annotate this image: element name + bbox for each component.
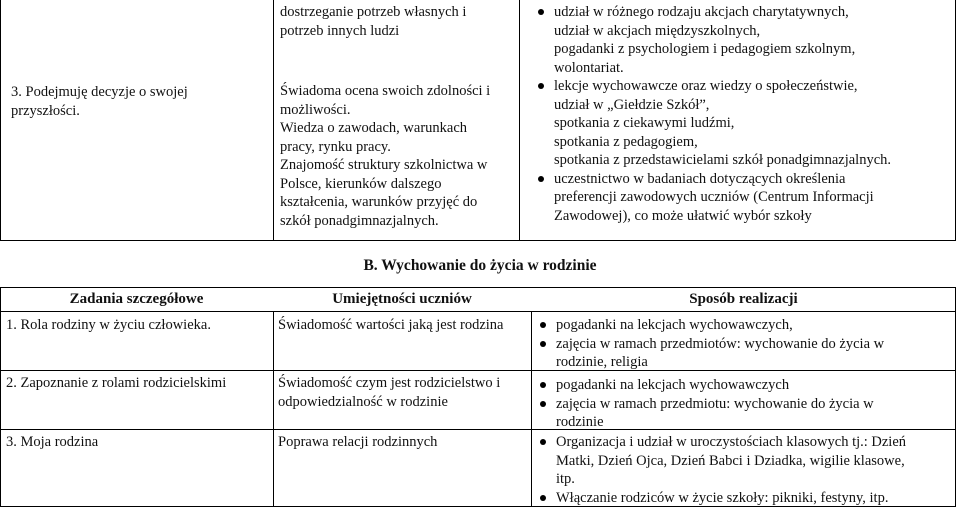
b-row3-method: Organizacja i udział w uroczystościach klasowych tj.: Dzień Matki, Dzień Ojca, Dzień Babci i Dziadka, wigilie klasowe, itp.	[534, 433, 954, 489]
b-row2-method: pogadanki na lekcjach wychowawczych	[534, 376, 954, 395]
section-b-title: B. Wychowanie do życia w rodzinie	[363, 257, 597, 274]
b-row1-methods	[534, 316, 954, 372]
b-row2-method: zajęcia w ramach przedmiotu: wychowanie do życia w rodzinie	[534, 395, 954, 432]
b-table-header-rule	[0, 311, 956, 312]
b-table-border-col2	[531, 311, 532, 507]
b-row1-method: pogadanki na lekcjach wychowawczych,	[534, 316, 954, 335]
b-row3-skill: Poprawa relacji rodzinnych	[278, 434, 438, 450]
b-row2-task: 2. Zapoznanie z rolami rodzicielskimi	[6, 375, 227, 391]
b-row2-methods	[534, 376, 954, 432]
top-table-border-bottom	[0, 240, 956, 241]
b-row3-method: Włączanie rodziców w życie szkoły: pikniki, festyny, itp.	[534, 489, 954, 508]
b-row3-methods	[534, 433, 954, 507]
b-table-border-left	[0, 287, 1, 507]
b-table-border-top	[0, 287, 956, 288]
top-table-border-col1	[273, 0, 274, 241]
b-table-border-col1	[273, 311, 274, 507]
b-row1-task: 1. Rola rodziny w życiu człowieka.	[6, 317, 211, 333]
b-row2-skill: Świadomość czym jest rodzicielstwo i odpowiedzialność w rodzinie	[278, 375, 501, 410]
b-header-skills: Umiejętności uczniów	[332, 291, 472, 307]
top-method-item: udział w różnego rodzaju akcjach charytatywnych, udział w akcjach międzyszkolnych, pogadanki z psychologiem i pedagogiem szkolnym, wolontariat.	[532, 3, 952, 77]
top-task-cell: 3. Podejmuję decyzje o swojej przyszłości.	[11, 84, 188, 119]
top-skills-lower: Świadoma ocena swoich zdolności i możliwości. Wiedza o zawodach, warunkach pracy, rynku pracy. Znajomość struktury szkolnictwa w Polsce, kierunków dalszego kształcenia, warunków przyjęć do szkół ponadgimnazjalnych.	[280, 83, 491, 229]
b-table-border-right	[955, 287, 956, 507]
top-table-border-col2	[519, 0, 520, 241]
top-table-border-right	[955, 0, 956, 241]
top-method-item: uczestnictwo w badaniach dotyczących określenia preferencji zawodowych uczniów (Centrum Informacji Zawodowej), co może ułatwić wybór szkoły	[532, 170, 952, 226]
top-method-item: lekcje wychowawcze oraz wiedzy o społeczeństwie, udział w „Giełdzie Szkół”, spotkania z ciekawymi ludźmi, spotkania z pedagogiem, spotkania z przedstawicielami szkół ponadgimnazjalnych.	[532, 77, 952, 170]
b-row1-method: zajęcia w ramach przedmiotów: wychowanie do życia w rodzinie, religia	[534, 335, 954, 372]
b-header-tasks: Zadania szczegółowe	[69, 291, 204, 307]
b-row1-skill: Świadomość wartości jaką jest rodzina	[278, 317, 504, 333]
top-methods-list	[532, 3, 952, 225]
b-row3-task: 3. Moja rodzina	[6, 434, 99, 450]
top-skills-upper: dostrzeganie potrzeb własnych i potrzeb innych ludzi	[280, 4, 467, 39]
top-table-border-left	[0, 0, 1, 241]
b-header-methods: Sposób realizacji	[689, 291, 798, 307]
